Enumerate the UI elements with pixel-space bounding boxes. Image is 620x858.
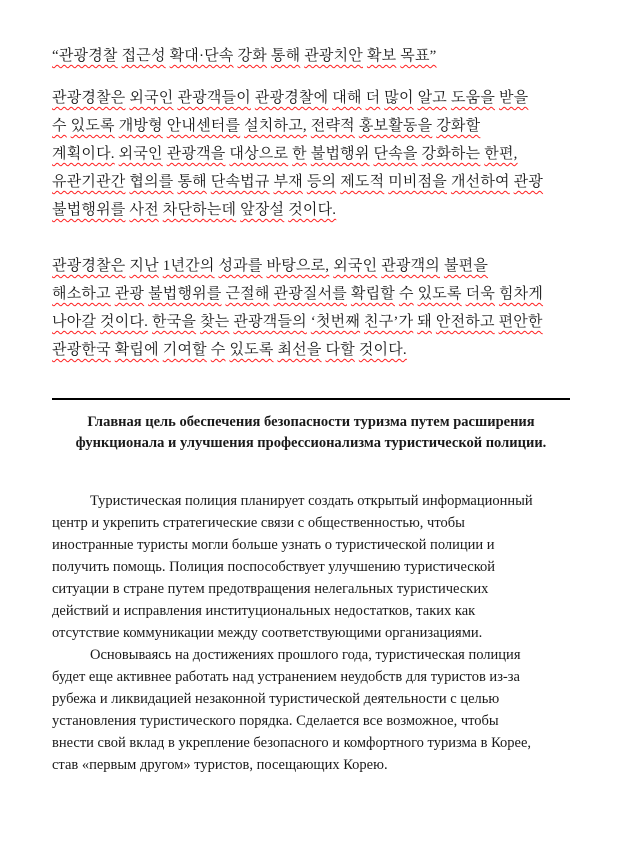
spellcheck-squiggle-word: 있도록 [70,118,115,134]
spellcheck-squiggle-word: 힘차게 [498,286,544,302]
spellcheck-squiggle-word: 관광객들이 [177,90,251,106]
spellcheck-squiggle-word: 근절해 [225,286,270,302]
spellcheck-squiggle-word: 관광객을 [166,146,226,162]
spellcheck-squiggle-word: 관광경찰은 [52,258,126,274]
spellcheck-squiggle-word: 관광경찰은 [52,90,126,106]
spellcheck-squiggle-word: 수 [210,342,226,358]
russian-paragraph-2 [52,644,570,776]
spellcheck-squiggle-word: 최선을 [277,342,322,358]
spellcheck-squiggle-word: 단속법규 [210,174,270,190]
spellcheck-squiggle-word: 외국인 [333,258,378,274]
text-line [52,140,570,168]
text-line: Туристическая полиция планирует создать открытый информационный [90,493,533,509]
text-line: центр и укрепить стратегические связи с общественностью, чтобы [52,515,465,531]
spellcheck-squiggle-word: 목표” [400,48,437,64]
text-line [52,280,570,308]
spellcheck-squiggle-word: 제도적 [340,174,385,190]
spellcheck-squiggle-word: 한편, [484,146,518,162]
text-line: рубежа и ликвидацией незаконной туристической деятельности с целью [52,691,500,707]
spellcheck-squiggle-word: 협의를 [129,174,174,190]
spellcheck-squiggle-word: 외국인 [129,90,174,106]
spellcheck-squiggle-word: 단속을 [373,146,418,162]
spellcheck-squiggle-word: 받을 [498,90,529,106]
spellcheck-squiggle-word: 강화할 [436,118,481,134]
text-line [52,252,570,280]
spellcheck-squiggle-word: 관광객들의 [233,314,307,330]
spellcheck-squiggle-word: 계획이다. [52,146,115,162]
text-line [52,84,570,112]
text-line: иностранные туристы могли больше узнать о туристической полиции и [52,537,495,553]
spellcheck-squiggle-word: 것이다. [100,314,149,330]
spellcheck-squiggle-word: 관광치안 [304,48,363,64]
spellcheck-squiggle-word: 사전 [129,202,159,218]
spellcheck-squiggle-word: 접근성 [121,48,166,64]
spellcheck-squiggle-word: 확립에 [114,342,159,358]
spellcheck-squiggle-word: 불법행위를 [52,202,126,218]
spellcheck-squiggle-word: 관광 [513,174,544,190]
spellcheck-squiggle-word: 통해 [270,48,301,64]
spellcheck-squiggle-word: 관광경찰에 [254,90,329,106]
text-line: внести свой вклад в укрепление безопасного и комфортного туризма в Корее, [52,735,532,751]
spellcheck-squiggle-word: 있도록 [229,342,274,358]
spellcheck-squiggle-word: 대상으로 [229,146,289,162]
spellcheck-squiggle-word: 나아갈 [52,314,97,330]
spellcheck-squiggle-word: 강화 [237,48,267,64]
spellcheck-squiggle-word: 불법행위를 [148,286,222,302]
spellcheck-squiggle-word: 해소하고 [52,286,111,302]
russian-heading [52,412,570,454]
text-line: став «первым другом» туристов, посещающих Корею. [52,757,388,773]
heading-line: функционала и улучшения профессионализма туристической полиции. [75,435,547,451]
text-line [52,336,570,364]
spellcheck-squiggle-word: 관광한국 [52,342,111,358]
spellcheck-squiggle-word: 안전하고 [435,314,495,330]
spellcheck-squiggle-word: 친구’가 [364,314,414,330]
russian-paragraph-1 [52,490,570,644]
spellcheck-squiggle-word: 불법행위 [310,146,370,162]
spellcheck-squiggle-word: 대해 [332,90,362,106]
spellcheck-squiggle-word: 찾는 [200,314,230,330]
spellcheck-squiggle-word: 다할 [325,342,355,358]
spellcheck-squiggle-word: 설치하고, [244,118,307,134]
spellcheck-squiggle-word: 더 [365,90,381,106]
spellcheck-squiggle-word: 바탕으로, [266,258,330,274]
spellcheck-squiggle-word: 개방형 [118,118,163,134]
spellcheck-squiggle-word: 성과를 [218,258,263,274]
spellcheck-squiggle-word: 통해 [177,174,207,190]
text-line: отсутствие коммуникации между соответствующими организациями. [52,625,483,641]
spellcheck-squiggle-word: 편안한 [498,314,543,330]
text-line: будет еще активнее работать над устранением неудобств для туристов из-за [52,669,520,685]
spellcheck-squiggle-word: 안내센터를 [166,118,241,134]
text-line [52,196,570,224]
spellcheck-squiggle-word: 관광질서를 [273,286,347,302]
spellcheck-squiggle-word: 불편을 [443,258,489,274]
text-line: Основываясь на достижениях прошлого года, туристическая полиция [90,647,521,663]
spellcheck-squiggle-word: 관광 [114,286,145,302]
spellcheck-squiggle-word: 관광객의 [381,258,440,274]
spellcheck-squiggle-word: “관광경찰 [52,48,118,64]
spellcheck-squiggle-word: 더욱 [465,286,496,302]
spellcheck-squiggle-word: 홍보활동을 [358,118,433,134]
spellcheck-squiggle-word: 도움을 [450,90,496,106]
text-line: установления туристического порядка. Сделается все возможное, чтобы [52,713,499,729]
korean-quote [52,42,570,70]
spellcheck-squiggle-word: 한국을 [152,314,197,330]
text-line [52,168,570,196]
spellcheck-squiggle-word: 확립할 [350,286,395,302]
spellcheck-squiggle-word: ‘첫번째 [310,314,361,330]
spellcheck-squiggle-word: 개선하여 [450,174,510,190]
spellcheck-squiggle-word: 있도록 [417,286,462,302]
text-line [52,308,570,336]
spellcheck-squiggle-word: 한 [292,146,307,162]
spellcheck-squiggle-word: 전략적 [310,118,355,134]
section-divider-line [52,398,570,400]
spellcheck-squiggle-word: 기여할 [162,342,207,358]
spellcheck-squiggle-word: 등의 [306,174,337,190]
spellcheck-squiggle-word: 수 [398,286,414,302]
spellcheck-squiggle-word: 미비점을 [388,174,447,190]
text-line: получить помощь. Полиция поспособствует улучшению туристической [52,559,496,575]
spellcheck-squiggle-word: 차단하는데 [162,202,237,218]
spellcheck-squiggle-word: 알고 [417,90,447,106]
spellcheck-squiggle-word: 외국인 [118,146,163,162]
spellcheck-squiggle-word: 부재 [273,174,303,190]
heading-line: Главная цель обеспечения безопасности туризма путем расширения [87,414,535,430]
korean-paragraph-2 [52,252,570,364]
text-line [52,112,570,140]
spellcheck-squiggle-word: 것이다. [358,342,407,358]
spellcheck-squiggle-word: 확대·단속 [169,48,234,64]
spellcheck-squiggle-word: 많이 [384,90,414,106]
text-line: ситуации в стране путем предотвращения нелегальных туристических [52,581,489,597]
text-line: действий и исправления институциональных недостатков, таких как [52,603,476,619]
spellcheck-squiggle-word: 앞장설 [240,202,285,218]
spellcheck-squiggle-word: 강화하는 [421,146,481,162]
spellcheck-squiggle-word: 돼 [417,314,432,330]
korean-paragraph-1 [52,84,570,224]
spellcheck-squiggle-word: 1년간의 [162,258,215,274]
spellcheck-squiggle-word: 것이다. [288,202,337,218]
spellcheck-squiggle-word: 유관기관간 [52,174,126,190]
spellcheck-squiggle-word: 확보 [366,48,397,64]
spellcheck-squiggle-word: 지난 [129,258,159,274]
spellcheck-squiggle-word: 수 [52,118,67,134]
